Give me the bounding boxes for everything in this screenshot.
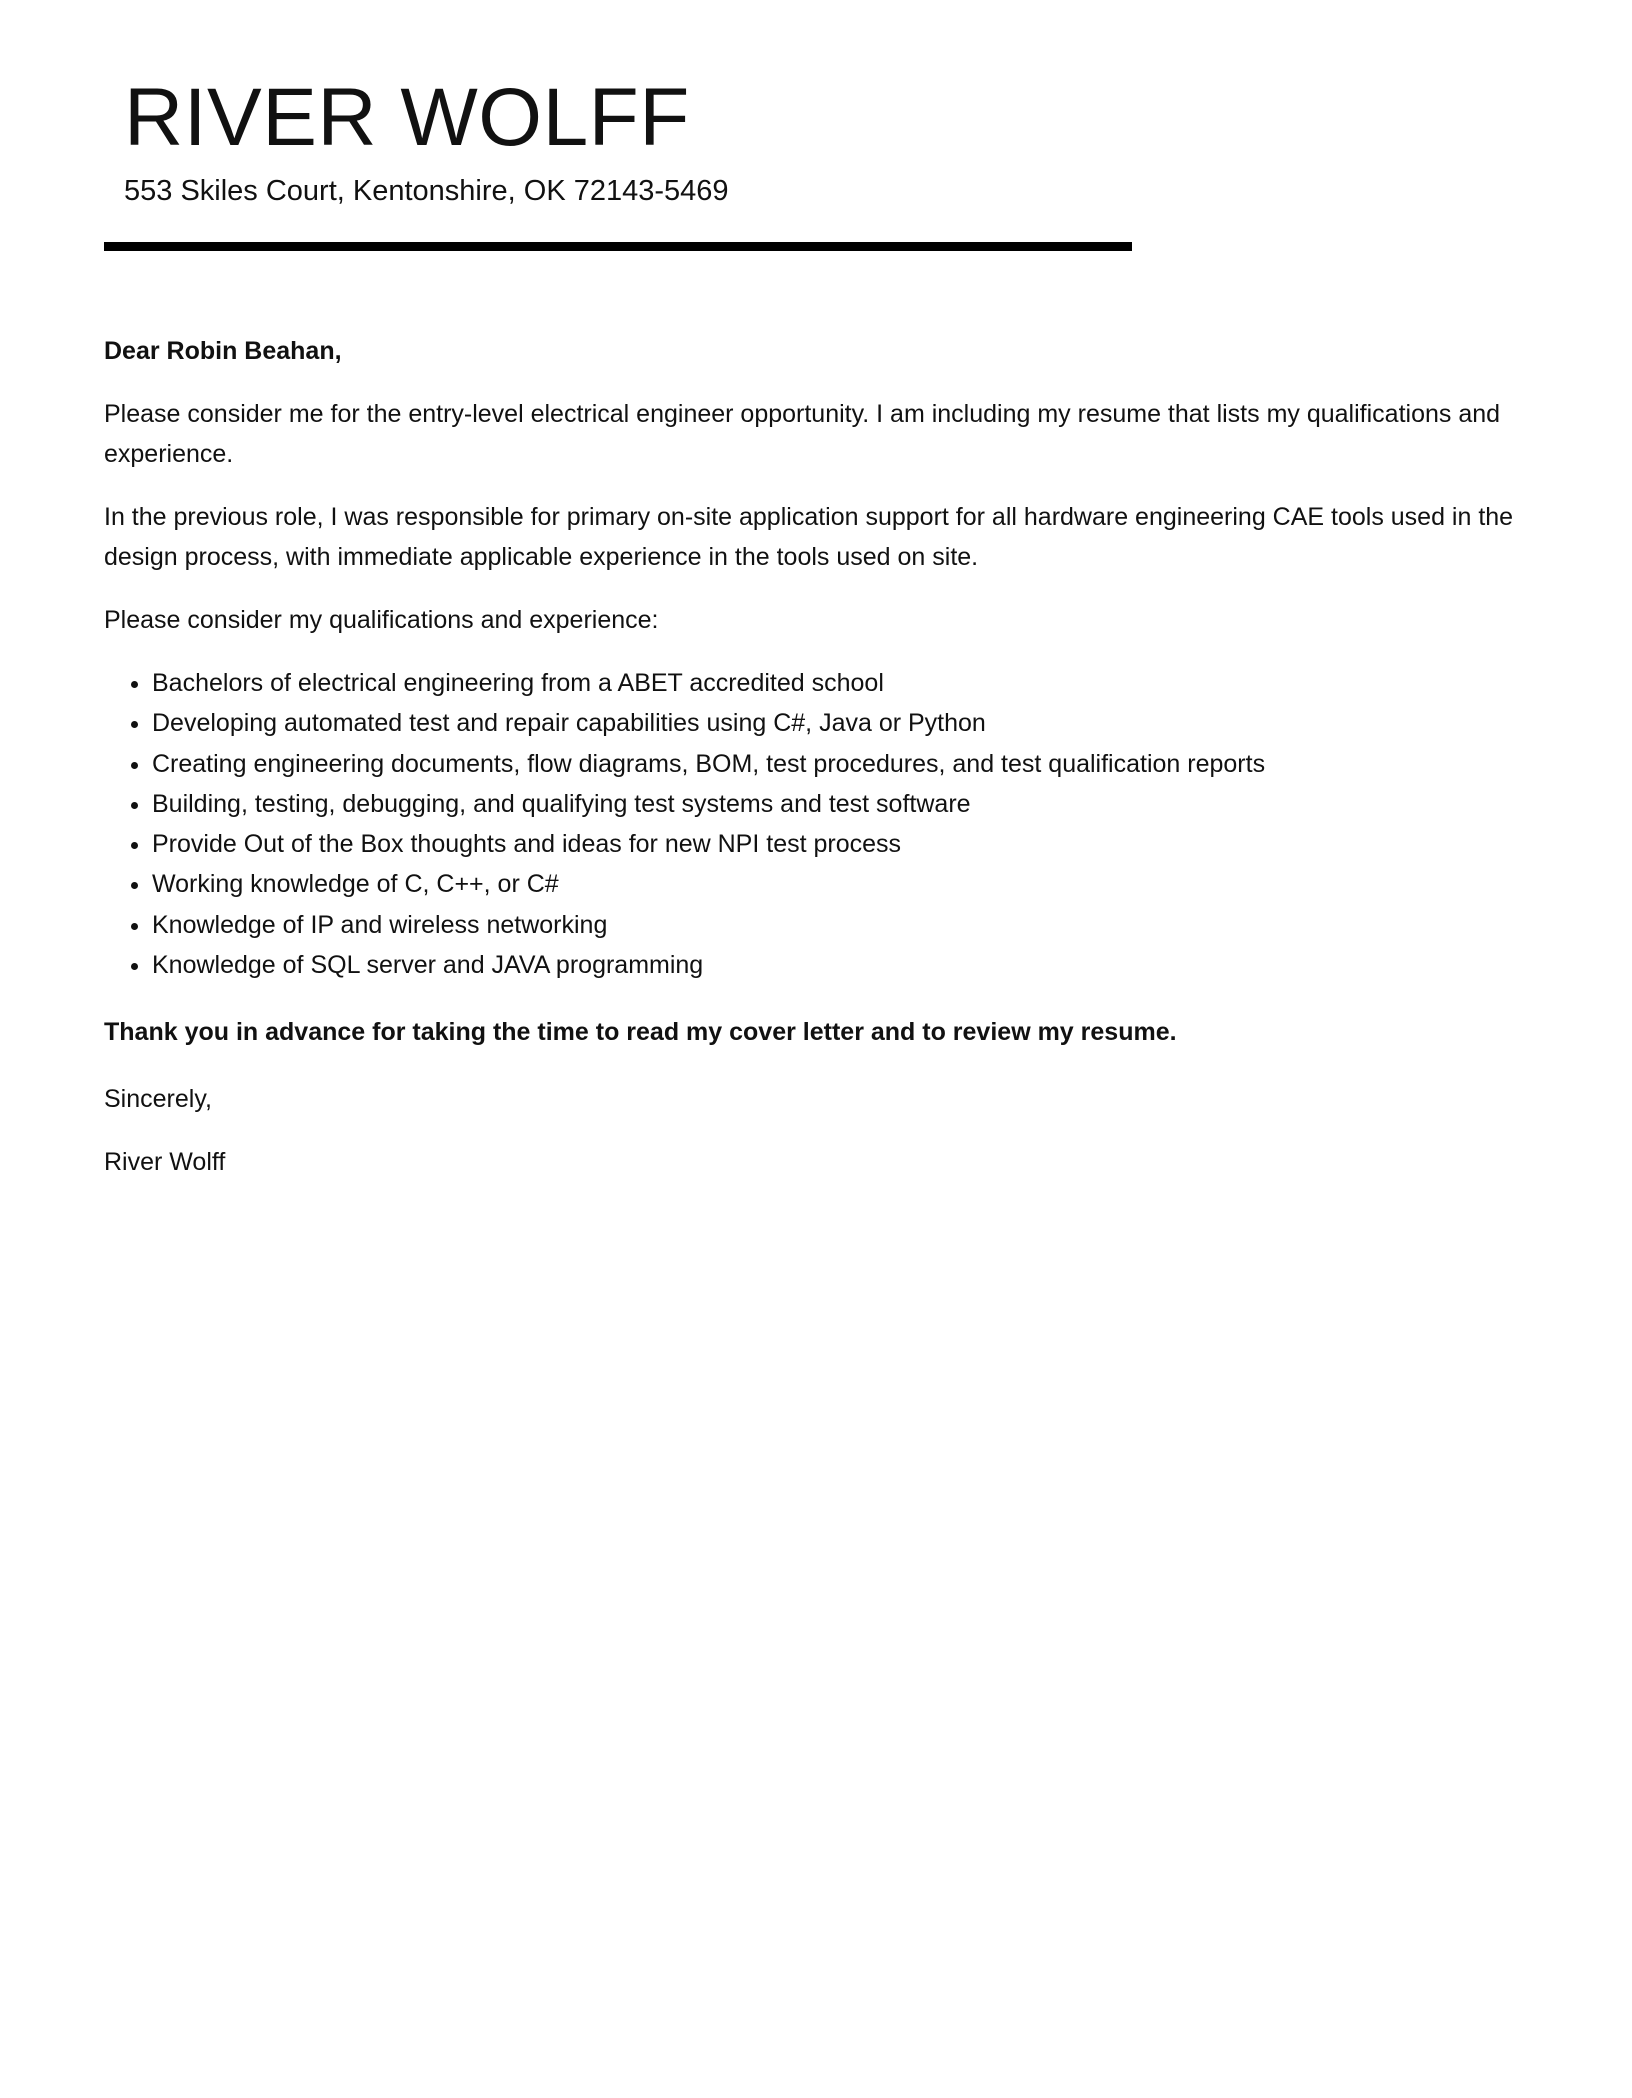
paragraph-previous-role: In the previous role, I was responsible for primary on-site application support for all hardware engineering CAE tools used in the design process, with immediate applicable experience in the tools used on site. xyxy=(104,503,1514,571)
list-item: • Knowledge of SQL server and JAVA programming xyxy=(152,945,1544,985)
list-item: • Provide Out of the Box thoughts and ideas for new NPI test process xyxy=(152,824,1544,864)
closing-statement: Thank you in advance for taking the time to read my cover letter and to review my resume. xyxy=(104,1018,1177,1047)
header-divider xyxy=(104,242,1132,251)
list-item: • Bachelors of electrical engineering from a ABET accredited school xyxy=(152,663,1544,703)
list-item: • Developing automated test and repair capabilities using C#, Java or Python xyxy=(152,703,1544,743)
applicant-address: 553 Skiles Court, Kentonshire, OK 72143-5469 xyxy=(124,175,729,207)
qualifications-list xyxy=(104,663,1544,985)
paragraph-intro: Please consider me for the entry-level electrical engineer opportunity. I am including my resume that lists my qualifications and experience. xyxy=(104,400,1501,468)
signature-name: River Wolff xyxy=(104,1148,226,1177)
letter-header xyxy=(104,70,1134,251)
list-item: • Creating engineering documents, flow diagrams, BOM, test procedures, and test qualification reports xyxy=(152,744,1544,784)
list-item: • Knowledge of IP and wireless networking xyxy=(152,905,1544,945)
salutation: Dear Robin Beahan, xyxy=(104,337,342,365)
list-item: • Building, testing, debugging, and qualifying test systems and test software xyxy=(152,784,1544,824)
list-item: • Working knowledge of C, C++, or C# xyxy=(152,864,1544,904)
paragraph-qualifications-lead: Please consider my qualifications and experience: xyxy=(104,606,659,634)
letter-body xyxy=(104,331,1544,1205)
signoff: Sincerely, xyxy=(104,1085,212,1114)
applicant-name: RIVER WOLFF xyxy=(124,72,690,163)
